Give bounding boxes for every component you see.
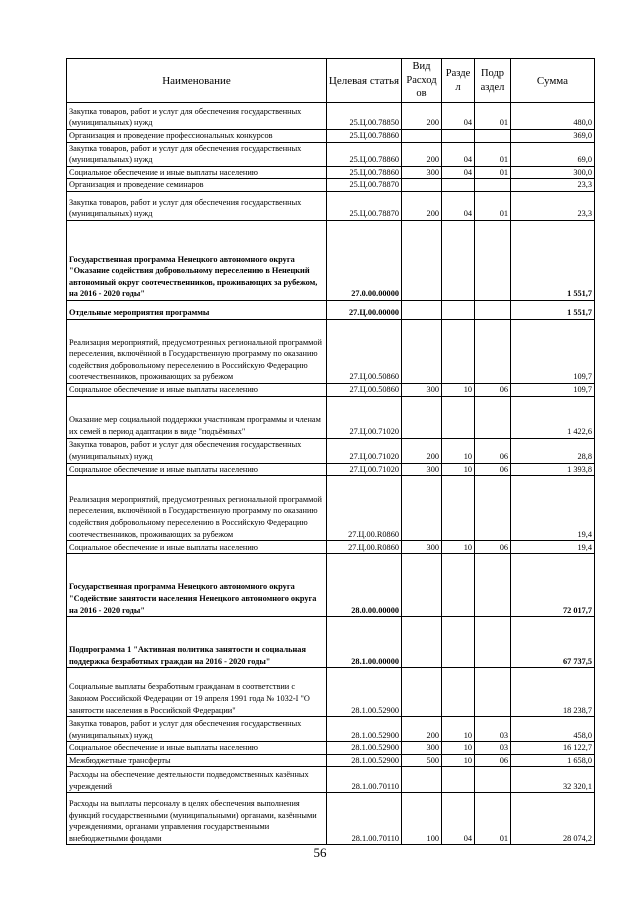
cell-target-article: 28.1.00.52900 [327, 754, 402, 767]
cell-name: Закупка товаров, работ и услуг для обеспечения государственных (муниципальных) нужд [67, 103, 327, 130]
cell-sum: 1 422,6 [511, 396, 595, 438]
cell-target-article: 28.1.00.70110 [327, 767, 402, 793]
cell-target-article: 25.Ц.00.78850 [327, 103, 402, 130]
cell-target-article: 28.0.00.00000 [327, 554, 402, 617]
cell-sum: 19,4 [511, 476, 595, 541]
cell-section [442, 767, 475, 793]
cell-expense-kind [402, 220, 442, 300]
cell-sum: 18 238,7 [511, 668, 595, 717]
cell-name: Организация и проведение профессиональных конкурсов [67, 130, 327, 143]
cell-name: Закупка товаров, работ и услуг для обеспечения государственных (муниципальных) нужд [67, 191, 327, 220]
table-row [67, 717, 595, 742]
cell-expense-kind [402, 668, 442, 717]
cell-name: Закупка товаров, работ и услуг для обеспечения государственных (муниципальных) нужд [67, 142, 327, 166]
cell-section: 04 [442, 103, 475, 130]
cell-section: 10 [442, 383, 475, 396]
cell-target-article: 27.Ц.00.00000 [327, 300, 402, 319]
cell-section [442, 396, 475, 438]
cell-name: Государственная программа Ненецкого автономного округа "Содействие занятости населения Ненецкого автономного округа на 2016 - 2020 годы" [67, 554, 327, 617]
cell-name: Социальное обеспечение и иные выплаты населению [67, 166, 327, 179]
cell-section: 10 [442, 541, 475, 554]
cell-section: 04 [442, 142, 475, 166]
cell-sum: 28 074,2 [511, 793, 595, 845]
cell-target-article: 27.Ц.00.R0860 [327, 541, 402, 554]
cell-name: Социальное обеспечение и иные выплаты населению [67, 541, 327, 554]
cell-subsection: 06 [475, 438, 511, 463]
cell-subsection: 01 [475, 793, 511, 845]
cell-expense-kind [402, 179, 442, 192]
cell-sum: 1 551,7 [511, 220, 595, 300]
cell-subsection: 01 [475, 142, 511, 166]
cell-name: Расходы на обеспечение деятельности подведомственных казённых учреждений [67, 767, 327, 793]
cell-section: 10 [442, 717, 475, 742]
cell-sum: 369,0 [511, 130, 595, 143]
table-row [67, 220, 595, 300]
cell-target-article: 27.0.00.00000 [327, 220, 402, 300]
cell-name: Межбюджетные трансферты [67, 754, 327, 767]
cell-section: 10 [442, 438, 475, 463]
table-row [67, 383, 595, 396]
cell-subsection: 01 [475, 103, 511, 130]
budget-table [66, 58, 595, 845]
cell-expense-kind [402, 767, 442, 793]
cell-section: 10 [442, 742, 475, 755]
cell-name: Социальные выплаты безработным гражданам в соответствии с Законом Российской Федерации от 19 апреля 1991 года № 1032-I "О занятости населения в Российской Федерации" [67, 668, 327, 717]
cell-expense-kind: 300 [402, 383, 442, 396]
cell-target-article: 27.Ц.00.71020 [327, 463, 402, 476]
cell-sum: 1 658,0 [511, 754, 595, 767]
header-expense-kind: Вид Расход ов [402, 59, 442, 103]
table-row [67, 319, 595, 383]
cell-expense-kind [402, 300, 442, 319]
cell-section: 04 [442, 166, 475, 179]
cell-target-article: 25.Ц.00.78860 [327, 130, 402, 143]
cell-expense-kind: 200 [402, 717, 442, 742]
cell-subsection [475, 476, 511, 541]
cell-sum: 28,8 [511, 438, 595, 463]
header-name: Наименование [67, 59, 327, 103]
cell-target-article: 27.Ц.00.50860 [327, 319, 402, 383]
cell-target-article: 25.Ц.00.78870 [327, 191, 402, 220]
table-row [67, 396, 595, 438]
cell-name: Государственная программа Ненецкого автономного округа "Оказание содействия добровольному переселению в Ненецкий автономный округ соотечественников, проживающих за рубежом, на 2016 - 2020 годы" [67, 220, 327, 300]
cell-section [442, 319, 475, 383]
cell-subsection [475, 668, 511, 717]
cell-subsection [475, 617, 511, 668]
table-row [67, 767, 595, 793]
cell-name: Отдельные мероприятия программы [67, 300, 327, 319]
cell-subsection: 03 [475, 717, 511, 742]
cell-section: 04 [442, 793, 475, 845]
cell-section [442, 300, 475, 319]
cell-expense-kind: 300 [402, 463, 442, 476]
cell-sum: 69,0 [511, 142, 595, 166]
header-subsection: Подр аздел [475, 59, 511, 103]
cell-section [442, 220, 475, 300]
cell-section: 10 [442, 463, 475, 476]
header-sum: Сумма [511, 59, 595, 103]
cell-name: Организация и проведение семинаров [67, 179, 327, 192]
cell-expense-kind: 200 [402, 103, 442, 130]
cell-expense-kind [402, 554, 442, 617]
table-row [67, 130, 595, 143]
cell-expense-kind [402, 319, 442, 383]
cell-target-article: 25.Ц.00.78860 [327, 166, 402, 179]
cell-sum: 67 737,5 [511, 617, 595, 668]
cell-name: Социальное обеспечение и иные выплаты населению [67, 383, 327, 396]
cell-section [442, 554, 475, 617]
table-row [67, 103, 595, 130]
header-target-article: Целевая статья [327, 59, 402, 103]
cell-subsection [475, 396, 511, 438]
cell-target-article: 27.Ц.00.R0860 [327, 476, 402, 541]
table-row [67, 438, 595, 463]
header-section: Разде л [442, 59, 475, 103]
cell-target-article: 27.Ц.00.50860 [327, 383, 402, 396]
cell-target-article: 25.Ц.00.78870 [327, 179, 402, 192]
cell-name: Оказание мер социальной поддержки участникам программы и членам их семей в период адаптации в виде "подъёмных" [67, 396, 327, 438]
cell-sum: 1 551,7 [511, 300, 595, 319]
cell-subsection [475, 300, 511, 319]
cell-subsection [475, 319, 511, 383]
table-body [67, 103, 595, 845]
table-row [67, 541, 595, 554]
cell-sum: 32 320,1 [511, 767, 595, 793]
cell-name: Реализация мероприятий, предусмотренных региональной программой переселения, включённой в Государственную программу по оказанию содействия добровольному переселению в Российскую Федерацию соотечественников, проживающих за рубежом [67, 476, 327, 541]
cell-name: Реализация мероприятий, предусмотренных региональной программой переселения, включённой в Государственную программу по оказанию содействия добровольному переселению в Российскую Федерацию соотечественников, проживающих за рубежом [67, 319, 327, 383]
cell-subsection [475, 767, 511, 793]
table-row [67, 179, 595, 192]
cell-subsection [475, 554, 511, 617]
cell-name: Подпрограмма 1 "Активная политика занятости и социальная поддержка безработных граждан на 2016 - 2020 годы" [67, 617, 327, 668]
table-row [67, 742, 595, 755]
cell-sum: 109,7 [511, 319, 595, 383]
cell-target-article: 27.Ц.00.71020 [327, 396, 402, 438]
cell-section [442, 130, 475, 143]
cell-subsection: 03 [475, 742, 511, 755]
cell-sum: 480,0 [511, 103, 595, 130]
cell-expense-kind: 300 [402, 742, 442, 755]
cell-expense-kind: 500 [402, 754, 442, 767]
cell-sum: 16 122,7 [511, 742, 595, 755]
cell-target-article: 28.1.00.52900 [327, 742, 402, 755]
cell-name: Закупка товаров, работ и услуг для обеспечения государственных (муниципальных) нужд [67, 717, 327, 742]
table-row [67, 793, 595, 845]
table-row [67, 476, 595, 541]
cell-target-article: 28.1.00.00000 [327, 617, 402, 668]
cell-target-article: 27.Ц.00.71020 [327, 438, 402, 463]
table-row [67, 142, 595, 166]
cell-expense-kind: 100 [402, 793, 442, 845]
cell-target-article: 28.1.00.52900 [327, 717, 402, 742]
cell-expense-kind [402, 617, 442, 668]
table-row [67, 463, 595, 476]
cell-subsection [475, 220, 511, 300]
cell-sum: 19,4 [511, 541, 595, 554]
table-row [67, 754, 595, 767]
cell-sum: 1 393,8 [511, 463, 595, 476]
cell-subsection: 06 [475, 754, 511, 767]
table-row [67, 668, 595, 717]
cell-subsection [475, 130, 511, 143]
cell-subsection: 01 [475, 191, 511, 220]
cell-expense-kind: 200 [402, 142, 442, 166]
cell-subsection: 01 [475, 166, 511, 179]
cell-section: 04 [442, 191, 475, 220]
table-row [67, 300, 595, 319]
cell-expense-kind: 300 [402, 541, 442, 554]
cell-name: Социальное обеспечение и иные выплаты населению [67, 463, 327, 476]
table-row [67, 617, 595, 668]
cell-subsection: 06 [475, 463, 511, 476]
cell-expense-kind [402, 476, 442, 541]
cell-section [442, 617, 475, 668]
cell-sum: 23,3 [511, 179, 595, 192]
cell-section [442, 668, 475, 717]
cell-sum: 300,0 [511, 166, 595, 179]
table-row [67, 166, 595, 179]
cell-expense-kind: 200 [402, 438, 442, 463]
cell-subsection: 06 [475, 541, 511, 554]
cell-sum: 23,3 [511, 191, 595, 220]
cell-section [442, 179, 475, 192]
cell-target-article: 25.Ц.00.78860 [327, 142, 402, 166]
page-number: 56 [313, 845, 327, 860]
cell-sum: 458,0 [511, 717, 595, 742]
cell-expense-kind [402, 396, 442, 438]
cell-expense-kind: 300 [402, 166, 442, 179]
cell-subsection: 06 [475, 383, 511, 396]
cell-target-article: 28.1.00.52900 [327, 668, 402, 717]
table-header-row [67, 59, 595, 103]
cell-section: 10 [442, 754, 475, 767]
cell-section [442, 476, 475, 541]
cell-expense-kind [402, 130, 442, 143]
cell-sum: 109,7 [511, 383, 595, 396]
cell-name: Социальное обеспечение и иные выплаты населению [67, 742, 327, 755]
cell-subsection [475, 179, 511, 192]
cell-sum: 72 017,7 [511, 554, 595, 617]
table-row [67, 191, 595, 220]
cell-expense-kind: 200 [402, 191, 442, 220]
cell-target-article: 28.1.00.70110 [327, 793, 402, 845]
table-row [67, 554, 595, 617]
cell-name: Расходы на выплаты персоналу в целях обеспечения выполнения функций государственными (муниципальными) органами, казёнными учреждениями, органами управления государственными внебюджетными фондами [67, 793, 327, 845]
cell-name: Закупка товаров, работ и услуг для обеспечения государственных (муниципальных) нужд [67, 438, 327, 463]
